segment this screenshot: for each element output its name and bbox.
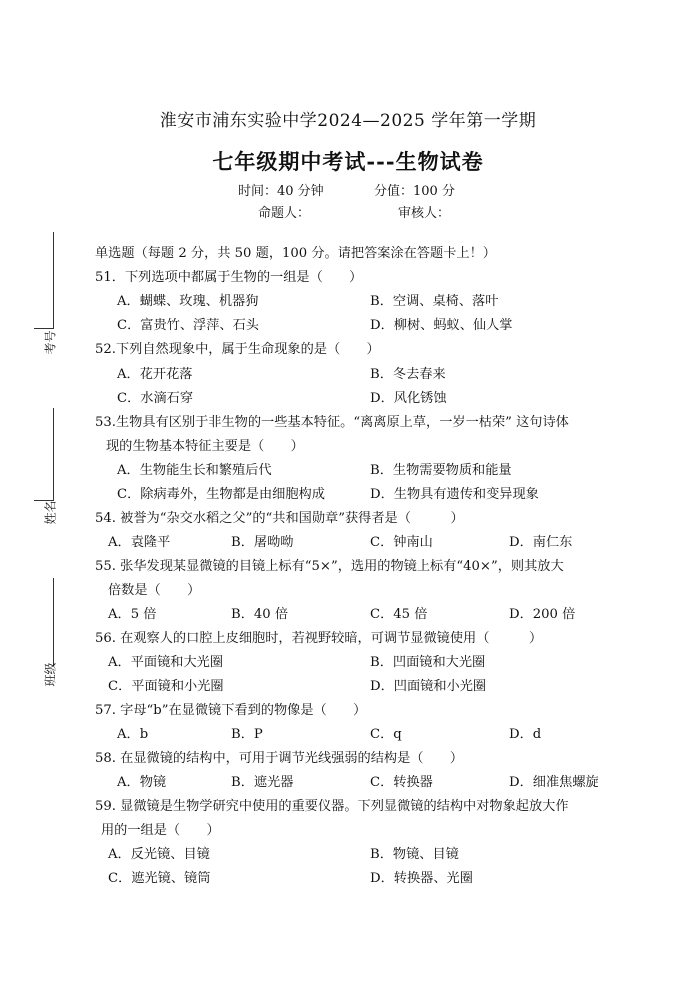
exam-score: 分值：100 分 — [374, 184, 455, 199]
question-54-option-c: C．钟南山 — [370, 535, 433, 550]
question-56-option-b: B．凹面镜和大光圈 — [370, 655, 486, 670]
question-55-option-a: A．5 倍 — [108, 607, 157, 622]
margin-line-2 — [53, 408, 54, 500]
margin-line-1 — [53, 232, 54, 328]
question-55-option-d: D．200 倍 — [509, 607, 576, 622]
question-56-option-c: C．平面镜和小光圈 — [108, 679, 224, 694]
question-53-option-d: D．生物具有遗传和变异现象 — [370, 487, 539, 502]
question-55-stem-line-2: 倍数是（ ） — [108, 583, 201, 598]
question-53-option-c: C．除病毒外，生物都是由细胞构成 — [117, 487, 325, 502]
question-57-option-a: A．b — [117, 727, 149, 742]
name-label: 姓名 — [43, 500, 58, 525]
question-54-option-b: B．屠呦呦 — [231, 535, 294, 550]
question-54-option-a: A．袁隆平 — [108, 535, 171, 550]
question-58-option-a: A．物镜 — [117, 775, 167, 790]
class-label: 班级 — [43, 662, 58, 687]
question-58-option-c: C．转换器 — [370, 775, 433, 790]
question-57-stem: 57. 字母“b”在显微镜下看到的物像是（ ） — [95, 703, 367, 718]
question-51-option-a: A．蝴蝶、玫瑰、机器狗 — [117, 294, 259, 309]
question-52-option-a: A．花开花落 — [117, 367, 193, 382]
question-58-option-d: D．细准焦螺旋 — [509, 775, 599, 790]
school-term-heading: 淮安市浦东实验中学2024—2025 学年第一学期 — [159, 111, 537, 131]
question-53-stem-line-1: 53.生物具有区别于非生物的一些基本特征。“离离原上草，一岁一枯荣” 这句诗体 — [95, 415, 569, 430]
question-51-option-b: B．空调、桌椅、落叶 — [370, 294, 499, 309]
question-59-stem-line-1: 59. 显微镜是生物学研究中使用的重要仪器。下列显微镜的结构中对物象起放大作 — [95, 799, 569, 814]
question-56-option-d: D．凹面镜和小光圈 — [370, 679, 487, 694]
exam-no-underline — [34, 328, 54, 329]
question-56-option-a: A．平面镜和大光圈 — [108, 655, 224, 670]
question-58-stem: 58. 在显微镜的结构中，可用于调节光线强弱的结构是（ ） — [95, 751, 464, 766]
question-51-option-c: C．富贵竹、浮萍、石头 — [117, 318, 259, 333]
question-51-option-d: D．柳树、蚂蚁、仙人掌 — [370, 318, 513, 333]
question-51-stem: 51．下列选项中都属于生物的一组是（ ） — [95, 270, 363, 285]
question-59-option-d: D．转换器、光圈 — [370, 871, 473, 886]
question-setter: 命题人： — [258, 206, 311, 221]
question-59-option-b: B．物镜、目镜 — [370, 847, 459, 862]
question-57-option-c: C．q — [370, 727, 402, 742]
question-52-option-b: B．冬去春来 — [370, 367, 446, 382]
question-56-stem: 56. 在观察人的口腔上皮细胞时，若视野较暗，可调节显微镜使用（ ） — [95, 631, 543, 646]
question-59-option-a: A．反光镜、目镜 — [108, 847, 210, 862]
question-52-stem: 52.下列自然现象中，属于生命现象的是（ ） — [95, 342, 380, 357]
question-58-option-b: B．遮光器 — [231, 775, 294, 790]
question-55-option-b: B．40 倍 — [231, 607, 289, 622]
question-59-option-c: C．遮光镜、镜筒 — [108, 871, 211, 886]
reviewer: 审核人： — [398, 206, 451, 221]
margin-line-3 — [53, 578, 54, 666]
exam-title: 七年级期中考试---生物试卷 — [212, 149, 484, 174]
question-52-option-c: C．水滴石穿 — [117, 391, 194, 406]
question-53-option-b: B．生物需要物质和能量 — [370, 463, 512, 478]
question-57-option-d: D．d — [509, 727, 542, 742]
question-59-stem-line-2: 用的一组是（ ） — [101, 823, 220, 838]
question-55-option-c: C．45 倍 — [370, 607, 428, 622]
section-instructions: 单选题（每题 2 分，共 50 题，100 分。请把答案涂在答题卡上！） — [95, 246, 496, 261]
question-57-option-b: B．P — [231, 727, 263, 742]
question-53-option-a: A．生物能生长和繁殖后代 — [117, 463, 272, 478]
question-55-stem-line-1: 55. 张华发现某显微镜的目镜上标有“5×”，选用的物镜上标有“40×”，则其放大 — [95, 559, 564, 574]
question-54-option-d: D．南仁东 — [509, 535, 573, 550]
question-53-stem-line-2: 现的生物基本特征主要是（ ） — [106, 439, 304, 454]
exam-time: 时间：40 分钟 — [238, 184, 324, 199]
question-54-stem: 54. 被誉为“杂交水稻之父”的“共和国勋章”获得者是（ ） — [95, 511, 464, 526]
question-52-option-d: D．风化锈蚀 — [370, 391, 447, 406]
exam-no-label: 考号 — [43, 330, 58, 355]
